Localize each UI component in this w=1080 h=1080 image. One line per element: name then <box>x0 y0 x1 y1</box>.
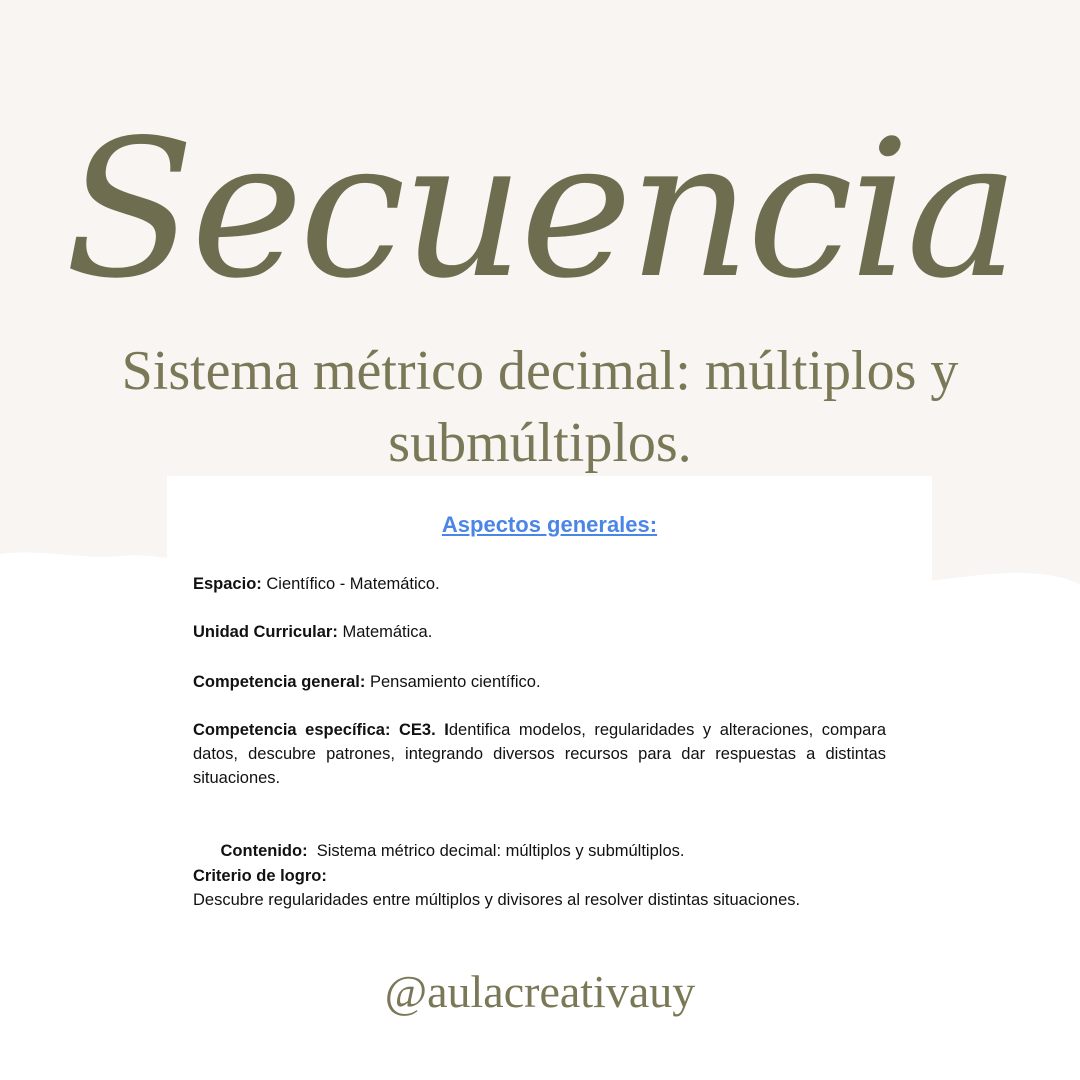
field-value: Descubre regularidades entre múltiplos y divisores al resolver distintas situaciones. <box>193 891 801 909</box>
field-competencia-general <box>193 670 886 694</box>
field-unidad-curricular <box>193 620 886 644</box>
field-label: Unidad Curricular: <box>193 623 338 641</box>
field-value: Científico - Matemático. <box>261 575 440 593</box>
document-heading: Aspectos generales: <box>441 512 658 537</box>
field-label: Espacio: <box>193 575 262 593</box>
field-value: dentifica modelos, regularidades y alteraciones, compara datos, descubre patrones, integrando diversos recursos para dar respuestas a distintas situaciones. <box>193 721 886 787</box>
field-espacio <box>193 572 886 596</box>
field-label: Competencia general: <box>193 673 366 691</box>
script-title: Secuencia <box>64 99 1016 320</box>
subtitle: Sistema métrico decimal: múltiplos y submúltiplos. <box>121 340 959 474</box>
field-label: Competencia específica: CE3. I <box>193 721 449 739</box>
field-criterio-de-logro <box>193 864 886 912</box>
field-label: Criterio de logro: <box>193 867 327 885</box>
field-competencia-especifica <box>193 718 886 790</box>
field-value: Pensamiento científico. <box>365 673 541 691</box>
document-card <box>167 476 932 946</box>
social-handle: @aulacreativauy <box>384 966 696 1017</box>
field-value: Sistema métrico decimal: múltiplos y submúltiplos. <box>307 842 685 860</box>
field-value: Matemática. <box>337 623 433 641</box>
field-label: Contenido: <box>220 842 308 860</box>
